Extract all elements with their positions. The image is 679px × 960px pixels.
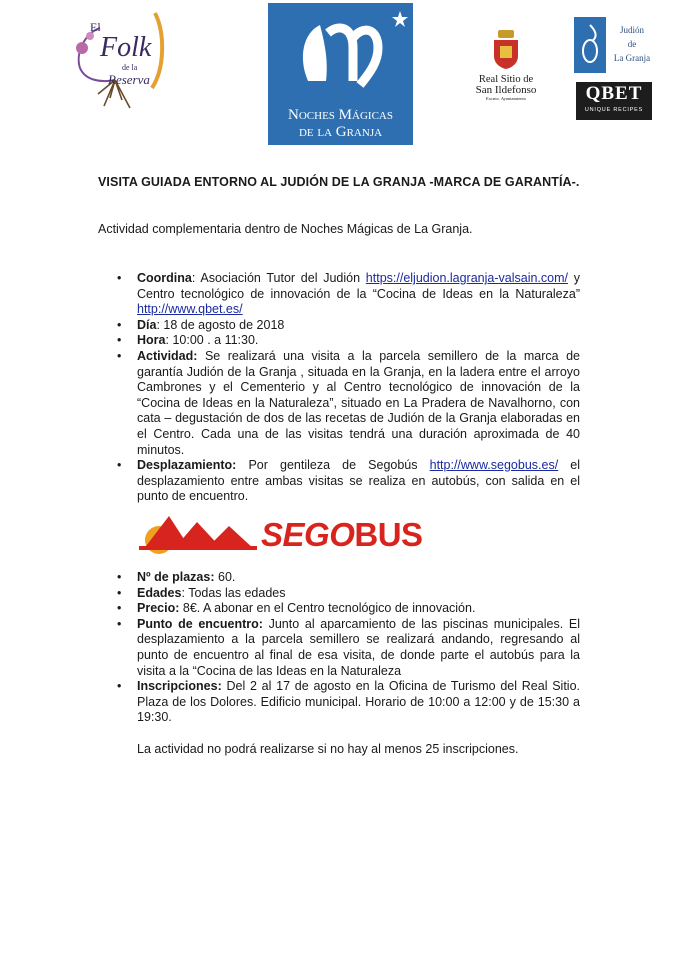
bullet-icon: • <box>117 333 122 348</box>
san-ildefonso-logo: Real Sitio de San Ildefonso Excmo. Ayuntamiento <box>460 28 552 116</box>
intro-paragraph: Actividad complementaria dentro de Noches Mágicas de La Granja. <box>98 222 473 236</box>
document-title: VISITA GUIADA ENTORNO AL JUDIÓN DE LA GRANJA -MARCA DE GARANTÍA-. <box>98 175 580 189</box>
bullet-icon: • <box>117 271 122 285</box>
list-item-punto-encuentro: • Punto de encuentro: Junto al aparcamiento de las piscinas municipales. El desplazamiento a la parcela semillero se realizará andando, regresando al punto de encuentro al final de esa visita, de donde parte el autobús para la visita a la “Cocina de las Ideas en la Naturaleza <box>117 616 581 678</box>
coat-of-arms-icon <box>489 28 523 70</box>
mountains-sun-icon <box>139 510 259 556</box>
bullet-icon: • <box>117 585 122 600</box>
activity-details-list <box>117 271 580 505</box>
segobus-link[interactable]: http://www.segobus.es/ <box>429 458 559 473</box>
closing-note: La actividad no podrá realizarse si no hay al menos 25 inscripciones. <box>137 742 519 756</box>
list-item-edades: • Edades: Todas las edades <box>117 585 286 600</box>
list-item-hora: • Hora: 10:00 . a 11:30. <box>117 333 259 348</box>
bullet-icon: • <box>117 348 122 363</box>
bullet-icon: • <box>117 458 122 473</box>
list-item-dia: • Día: 18 de agosto de 2018 <box>117 317 285 332</box>
noches-magicas-logo: Noches Mágicas de la Granja <box>268 3 413 145</box>
folk-reserva-logo: El Folk de la Reserva <box>60 8 175 113</box>
list-item-coordina: • Coordina: Asociación Tutor del Judión https://eljudion.lagranja-valsain.com/ y Centro tecnológico de innovación de la “Cocina de Ideas en la Naturaleza” http://www.qbet.es/ <box>117 271 580 317</box>
list-item-precio: • Precio: 8€. A abonar en el Centro tecnológico de innovación. <box>117 601 476 616</box>
list-item-desplazamiento: • Desplazamiento: Por gentileza de Segobús http://www.segobus.es/ el desplazamiento entre ambas visitas se realiza en autobús, con salida en el punto de encuentro. <box>117 458 581 504</box>
qbet-logo: QBET UNIQUE RECIPES <box>576 82 652 120</box>
bullet-icon: • <box>117 616 122 631</box>
qbet-link[interactable]: http://www.qbet.es/ <box>137 302 243 317</box>
bullet-icon: • <box>117 570 122 584</box>
list-item-plazas: • Nº de plazas: 60. <box>117 570 236 584</box>
bullet-icon: • <box>117 601 122 616</box>
segobus-logo: SEGOBUS <box>139 510 434 556</box>
eljudion-link[interactable]: https://eljudion.lagranja-valsain.com/ <box>365 271 568 285</box>
noches-m-emblem-icon <box>268 3 413 98</box>
registration-details-list <box>117 570 580 726</box>
list-item-actividad: • Actividad: Se realizará una visita a la parcela semillero de la marca de garantía Judión de la Granja , situada en la Granja, en la ladera entre el arroyo Cambrones y el Cementerio y al Centro tecnológico de innovación de la “Cocina de Ideas en la Naturaleza”, situado en La Pradera de Navalhorno, con cata – degustación de dos de las recetas de Judión de la Granja elaboradas en el Centro. Cada una de las visitas tendrá una duración aproximada de 40 minutos. <box>117 348 580 457</box>
bullet-icon: • <box>117 679 122 694</box>
bullet-icon: • <box>117 317 122 332</box>
list-item-inscripciones: • Inscripciones: Del 2 al 17 de agosto en la Oficina de Turismo del Real Sitio. Plaza de los Dolores. Edificio municipal. Horario de 10:00 a 12:00 y de 15:30 a 19:30. <box>117 679 580 725</box>
judion-granja-logo: Judión de La Granja <box>574 17 654 77</box>
judion-bean-icon <box>574 17 606 73</box>
